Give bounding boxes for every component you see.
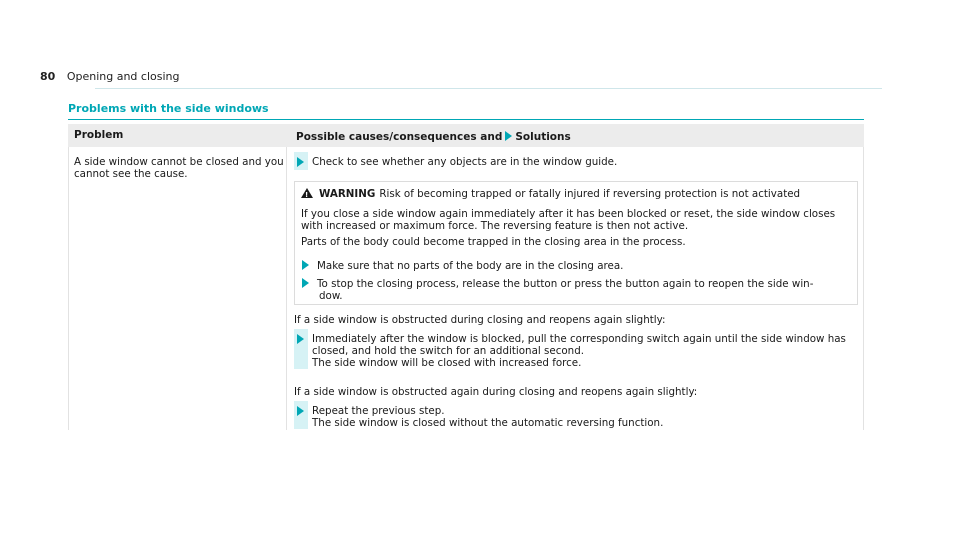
warning-step-stop <box>301 278 851 302</box>
paragraph-obstructed: If a side window is obstructed during closing and reopens again slightly: <box>294 314 666 326</box>
step-text <box>312 405 852 429</box>
header-rule <box>95 88 882 89</box>
step-line: Repeat the previous step. <box>312 405 445 417</box>
column-header-solutions-label: Solutions <box>515 131 571 143</box>
warning-label: WARNING <box>319 188 376 200</box>
warning-headline: Risk of becoming trapped or fatally injured if reversing protection is not activated <box>379 188 801 200</box>
page-number: 80 <box>40 70 56 83</box>
arrow-right-icon <box>297 157 304 167</box>
warning-step-b-cont: dow. <box>319 290 343 302</box>
table-border-left <box>68 147 69 430</box>
warning-step-a: Make sure that no parts of the body are in the closing area. <box>317 260 624 272</box>
warning-line: Parts of the body could become trapped in the closing area in the process. <box>301 236 686 248</box>
step-line: The side window is closed without the automatic reversing function. <box>312 417 664 429</box>
chapter-title: Opening and closing <box>66 70 180 83</box>
arrow-right-icon <box>297 406 304 416</box>
step-text <box>312 333 852 369</box>
table-header <box>68 124 864 147</box>
problem-text: A side window cannot be closed and you cannot see the cause. <box>74 156 284 180</box>
column-header-solutions <box>296 131 571 143</box>
warning-box <box>294 181 858 305</box>
arrow-right-icon <box>505 131 512 141</box>
paragraph-obstructed-again: If a side window is obstructed again during closing and reopens again slightly: <box>294 386 698 398</box>
problems-table <box>68 124 864 430</box>
step-line: closed, and hold the switch for an additional second. <box>312 345 585 357</box>
warning-step-body <box>301 260 851 272</box>
column-header-problem: Problem <box>74 129 124 141</box>
step-text: Check to see whether any objects are in the window guide. <box>312 156 618 168</box>
arrow-right-icon <box>297 334 304 344</box>
warning-line: If you close a side window again immediately after it has been blocked or reset, the side window closes <box>301 208 836 220</box>
table-column-divider <box>286 147 287 430</box>
warning-body <box>301 208 851 248</box>
section-rule <box>68 119 864 120</box>
warning-header <box>301 188 841 200</box>
step-line: The side window will be closed with increased force. <box>312 357 582 369</box>
arrow-right-icon <box>302 278 309 288</box>
warning-icon <box>301 188 313 198</box>
arrow-right-icon <box>302 260 309 270</box>
warning-step-b: To stop the closing process, release the button or press the button again to reopen the side win- <box>317 278 814 290</box>
section-title: Problems with the side windows <box>68 102 269 115</box>
table-border-right <box>863 147 864 430</box>
step-line: Immediately after the window is blocked, pull the corresponding switch again until the side window has <box>312 333 846 345</box>
warning-line: with increased or maximum force. The reversing feature is then not active. <box>301 220 689 232</box>
page-header <box>40 70 179 83</box>
column-header-solutions-text: Possible causes/consequences and <box>296 131 503 143</box>
